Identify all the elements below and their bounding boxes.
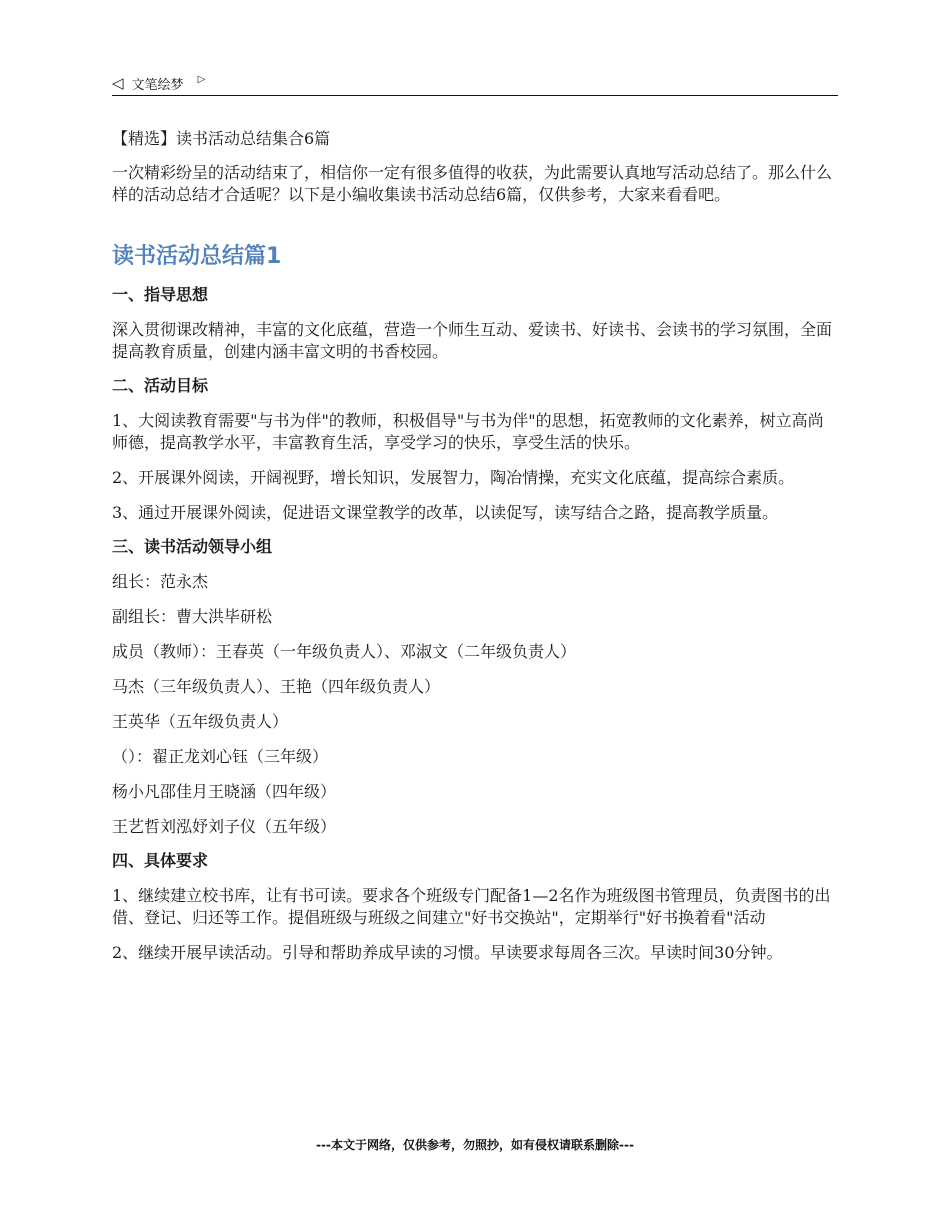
list-item: （）：翟正龙刘心钰（三年级） [112,747,329,766]
triangle-right-icon: ▷ [197,74,206,85]
list-item: 王英华（五年级负责人） [112,712,289,731]
paragraph: 深入贯彻课改精神，丰富的文化底蕴，营造一个师生互动、爱读书、好读书、会读书的学习氛围，全面提高教育质量，创建内涵丰富文明的书香校园。 [112,320,833,361]
paragraph: 2、开展课外阅读，开阔视野，增长知识，发展智力，陶冶情操，充实文化底蕴，提高综合素质。 [112,468,795,487]
list-item: 成员（教师）：王春英（一年级负责人）、邓淑文（二年级负责人） [112,642,577,661]
subheading-specific-requirements: 四、具体要求 [112,851,209,870]
header-brand: 文笔绘梦 [131,77,184,93]
list-item: 组长：范永杰 [112,572,209,591]
list-item: 马杰（三年级负责人）、王艳（四年级负责人） [112,677,441,696]
paragraph: 2、继续开展早读活动。引导和帮助养成早读的习惯。早读要求每周各三次。早读时间30分钟。 [112,943,783,962]
list-item: 王艺哲刘泓妤刘子仪（五年级） [112,817,337,836]
list-item: 杨小凡邵佳月王晓涵（四年级） [112,782,337,801]
page-header [112,72,838,94]
paragraph: 1、继续建立校书库，让有书可读。要求各个班级专门配备1—2名作为班级图书管理员，负责图书的出借、登记、归还等工作。提倡班级与班级之间建立"好书交换站"，定期举行"好书换着看"活动 [112,886,831,927]
document-title: 【精选】读书活动总结集合6篇 [112,129,331,148]
paragraph: 1、大阅读教育需要"与书为伴"的教师，积极倡导"与书为伴"的思想，拓宽教师的文化素养，树立高尚师德，提高教学水平，丰富教育生活，享受学习的快乐，享受生活的快乐。 [112,411,824,452]
intro-paragraph: 一次精彩纷呈的活动结束了，相信你一定有很多值得的收获，为此需要认真地写活动总结了。那么什么样的活动总结才合适呢？以下是小编收集读书活动总结6篇，仅供参考，大家来看看吧。 [112,163,833,204]
subheading-guiding-ideology: 一、指导思想 [112,285,209,304]
list-item: 副组长：曹大洪毕研松 [112,607,273,626]
footer-disclaimer: ---本文于网络，仅供参考，勿照抄，如有侵权请联系删除--- [316,1138,634,1152]
paragraph: 3、通过开展课外阅读，促进语文课堂教学的改革，以读促写，读写结合之路，提高教学质量。 [112,503,779,522]
triangle-left-icon: ◁ [112,73,124,92]
header-divider [112,95,838,96]
section-heading: 读书活动总结篇1 [112,244,282,269]
subheading-activity-goals: 二、活动目标 [112,376,209,395]
subheading-leadership-group: 三、读书活动领导小组 [112,537,273,556]
document-body [112,124,838,964]
